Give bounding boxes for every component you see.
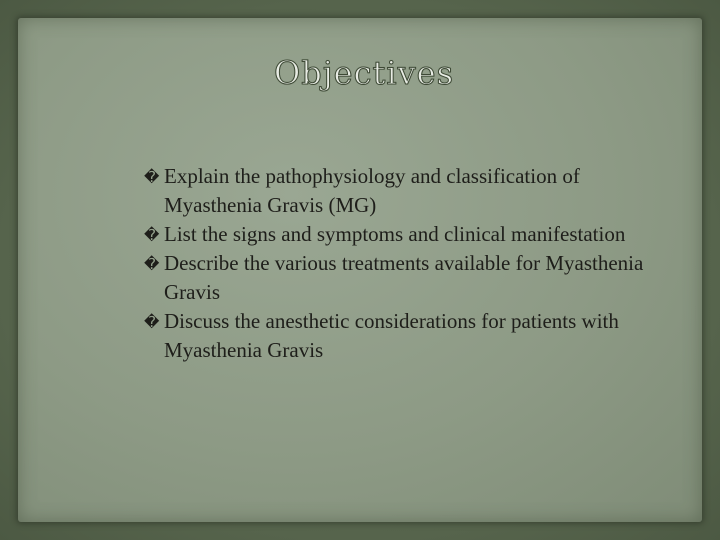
bullet-marker-icon: � bbox=[144, 226, 160, 244]
list-item bbox=[144, 162, 664, 220]
bullet-marker-icon: � bbox=[144, 313, 160, 331]
bullet-marker-icon: � bbox=[144, 255, 160, 273]
list-item bbox=[144, 307, 664, 365]
bullet-marker-icon: � bbox=[144, 168, 160, 186]
list-item bbox=[144, 249, 664, 307]
list-item-text: Discuss the anesthetic considerations for patients with Myasthenia Gravis bbox=[164, 309, 619, 362]
objectives-list bbox=[144, 162, 664, 365]
list-item-text: List the signs and symptoms and clinical manifestation bbox=[164, 222, 626, 246]
list-item-text: Describe the various treatments available for Myasthenia Gravis bbox=[164, 251, 644, 304]
list-item bbox=[144, 220, 664, 249]
slide-title: Objectives bbox=[273, 54, 455, 92]
list-item-text: Explain the pathophysiology and classification of Myasthenia Gravis (MG) bbox=[164, 164, 580, 217]
